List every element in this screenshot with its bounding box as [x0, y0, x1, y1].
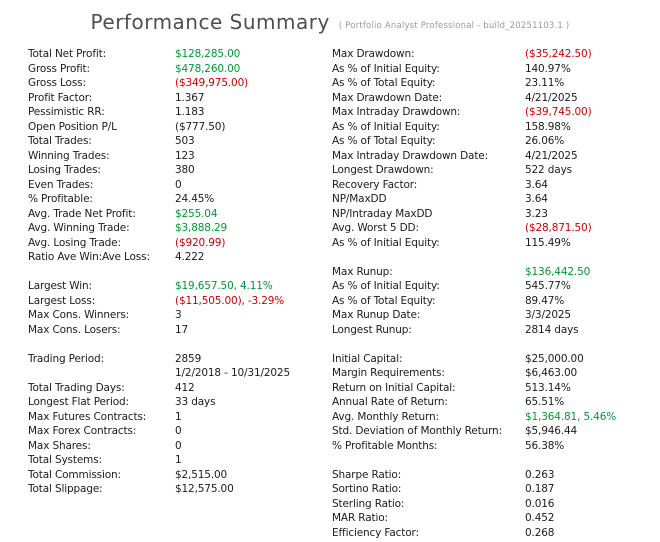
metric-value: 140.97%	[525, 62, 571, 75]
metric-label: Ratio Ave Win:Ave Loss:	[28, 251, 150, 263]
metric-label: Avg. Monthly Return:	[332, 410, 439, 423]
metric-label: Initial Capital:	[332, 352, 403, 365]
metric-value: 1	[175, 454, 182, 466]
metric-value	[525, 250, 660, 265]
metric-label: Avg. Winning Trade:	[28, 222, 130, 234]
metric-label: As % of Initial Equity:	[332, 236, 440, 249]
metric-label: MAR Ratio:	[332, 512, 388, 524]
metric-value: 3.64	[525, 178, 548, 191]
metric-label: Total Systems:	[28, 454, 102, 466]
metric-label: Sterling Ratio:	[332, 497, 405, 510]
page-title: Performance Summary	[90, 10, 330, 34]
metric-label: Max Runup Date:	[332, 309, 421, 321]
metric-value: ($11,505.00), -3.29%	[175, 294, 285, 307]
metric-label	[332, 453, 525, 468]
metric-value: 380	[175, 164, 195, 176]
metric-value: $5,946.44	[525, 425, 578, 437]
metric-label: Total Slippage:	[28, 483, 103, 495]
metric-value: 503	[175, 135, 195, 147]
metric-label: Annual Rate of Return:	[332, 396, 448, 408]
metric-value: 0	[175, 178, 182, 191]
metric-label: Avg. Losing Trade:	[28, 236, 121, 249]
metric-value: 1/2/2018 - 10/31/2025	[175, 367, 290, 379]
metric-value: $2,515.00	[175, 468, 228, 481]
metric-label: Largest Loss:	[28, 294, 96, 307]
metric-label: Return on Initial Capital:	[332, 381, 456, 394]
metric-label	[28, 526, 175, 541]
metric-label: Trading Period:	[28, 352, 104, 365]
metric-label: Max Drawdown:	[332, 48, 415, 60]
metric-label: Gross Profit:	[28, 62, 90, 75]
metric-label: Pessimistic RR:	[28, 106, 105, 118]
metric-label: Sharpe Ratio:	[332, 468, 402, 481]
metric-value: 4.222	[175, 251, 205, 263]
metric-value: 0	[175, 439, 182, 452]
metric-label: Max Cons. Winners:	[28, 309, 130, 321]
metric-value	[175, 526, 332, 541]
metric-value: ($35,242.50)	[525, 48, 592, 60]
metric-label: Longest Runup:	[332, 323, 412, 336]
metric-label: As % of Total Equity:	[332, 77, 436, 89]
metric-value: 89.47%	[525, 294, 565, 307]
metric-value: 0.263	[525, 468, 555, 481]
metric-label: NP/MaxDD	[332, 193, 387, 205]
metric-label	[332, 337, 525, 352]
metric-value: $1,364.81, 5.46%	[525, 410, 617, 423]
metric-value: 412	[175, 381, 195, 394]
metric-label: Max Shares:	[28, 439, 91, 452]
metric-label: Sortino Ratio:	[332, 483, 402, 495]
metric-value: 4/21/2025	[525, 91, 578, 104]
metric-label: As % of Initial Equity:	[332, 120, 440, 133]
metric-label: Even Trades:	[28, 178, 94, 191]
metric-label: Total Net Profit:	[28, 48, 107, 60]
metric-value: ($920.99)	[175, 236, 226, 249]
metric-value: 3.64	[525, 193, 548, 205]
metric-label: Max Forex Contracts:	[28, 425, 137, 437]
metric-value: $255.04	[175, 207, 218, 220]
metric-value: 0	[175, 425, 182, 437]
metric-value: 3.23	[525, 207, 548, 220]
metric-value: 3/3/2025	[525, 309, 571, 321]
metric-label: Winning Trades:	[28, 149, 110, 162]
metric-value	[525, 337, 660, 352]
metric-label: NP/Intraday MaxDD	[332, 207, 433, 220]
metric-label	[28, 265, 175, 280]
metric-value: 24.45%	[175, 193, 215, 205]
metric-label: Avg. Worst 5 DD:	[332, 222, 419, 234]
metric-value: ($349,975.00)	[175, 77, 249, 89]
metric-label: Max Cons. Losers:	[28, 323, 121, 336]
metric-value: $19,657.50, 4.11%	[175, 280, 273, 292]
metric-value	[175, 265, 332, 280]
metric-value: 0.187	[525, 483, 555, 495]
metric-value	[175, 511, 332, 526]
metric-value: 522 days	[525, 164, 572, 176]
metric-label: Max Intraday Drawdown Date:	[332, 149, 488, 162]
metric-label: Losing Trades:	[28, 164, 101, 176]
metric-label	[332, 250, 525, 265]
metric-value: 123	[175, 149, 195, 162]
metric-value: 33 days	[175, 396, 216, 408]
metric-label: Open Position P/L	[28, 120, 117, 133]
metric-value: $25,000.00	[525, 352, 584, 365]
metric-value	[525, 453, 660, 468]
metric-value: 56.38%	[525, 439, 565, 452]
metric-value: $3,888.29	[175, 222, 228, 234]
metric-value: 2859	[175, 352, 202, 365]
metric-value: 115.49%	[525, 236, 571, 249]
metric-label: Efficiency Factor:	[332, 526, 419, 539]
metric-value: $478,260.00	[175, 62, 241, 75]
metric-value: 23.11%	[525, 77, 565, 89]
metric-value: ($777.50)	[175, 120, 226, 133]
metric-label: Largest Win:	[28, 280, 92, 292]
metric-value	[175, 337, 332, 352]
report-header	[0, 0, 660, 42]
metric-label	[28, 366, 175, 381]
metric-label: As % of Initial Equity:	[332, 62, 440, 75]
metric-label: Total Commission:	[28, 468, 121, 481]
metric-label: Total Trades:	[28, 135, 92, 147]
metric-value: 26.06%	[525, 135, 565, 147]
metric-value: $12,575.00	[175, 483, 234, 495]
build-version-label: ( Portfolio Analyst Professional - build_20251103.1 )	[338, 21, 570, 31]
metric-value: 3	[175, 309, 182, 321]
metric-value: $128,285.00	[175, 48, 241, 60]
metric-value: 545.77%	[525, 280, 571, 292]
metric-label: Total Trading Days:	[28, 381, 125, 394]
metric-label: % Profitable:	[28, 193, 93, 205]
metric-label: % Profitable Months:	[332, 439, 438, 452]
metric-label	[28, 497, 175, 512]
metric-value: $6,463.00	[525, 367, 578, 379]
metric-label: As % of Total Equity:	[332, 135, 436, 147]
metric-value: 4/21/2025	[525, 149, 578, 162]
metric-label: Longest Drawdown:	[332, 164, 434, 176]
metric-label: Gross Loss:	[28, 77, 86, 89]
metric-label: Max Futures Contracts:	[28, 410, 147, 423]
metric-value: 513.14%	[525, 381, 571, 394]
metric-label: As % of Initial Equity:	[332, 280, 440, 292]
metric-value: ($39,745.00)	[525, 106, 592, 118]
metric-value: 65.51%	[525, 396, 565, 408]
metric-value: 2814 days	[525, 323, 579, 336]
metric-label: Avg. Trade Net Profit:	[28, 207, 136, 220]
metric-label: Margin Requirements:	[332, 367, 445, 379]
metric-label: Max Intraday Drawdown:	[332, 106, 461, 118]
metric-label: Max Drawdown Date:	[332, 91, 443, 104]
metric-value: 1.367	[175, 91, 205, 104]
metric-label	[28, 337, 175, 352]
metric-value	[175, 497, 332, 512]
metric-label: Longest Flat Period:	[28, 396, 129, 408]
metric-label: As % of Total Equity:	[332, 294, 436, 307]
metric-label: Recovery Factor:	[332, 178, 418, 191]
metric-label: Std. Deviation of Monthly Return:	[332, 425, 502, 437]
metric-value: 1	[175, 410, 182, 423]
metric-value: $136,442.50	[525, 265, 591, 278]
metric-value: ($28,871.50)	[525, 222, 592, 234]
summary-metrics-grid	[28, 47, 660, 540]
metric-label	[28, 511, 175, 526]
metric-value: 1.183	[175, 106, 205, 118]
metric-label: Profit Factor:	[28, 91, 93, 104]
metric-value: 0.452	[525, 512, 555, 524]
metric-label: Max Runup:	[332, 265, 393, 278]
metric-value: 0.016	[525, 497, 555, 510]
metric-value: 158.98%	[525, 120, 571, 133]
metric-value: 0.268	[525, 526, 555, 539]
metric-value: 17	[175, 323, 189, 336]
